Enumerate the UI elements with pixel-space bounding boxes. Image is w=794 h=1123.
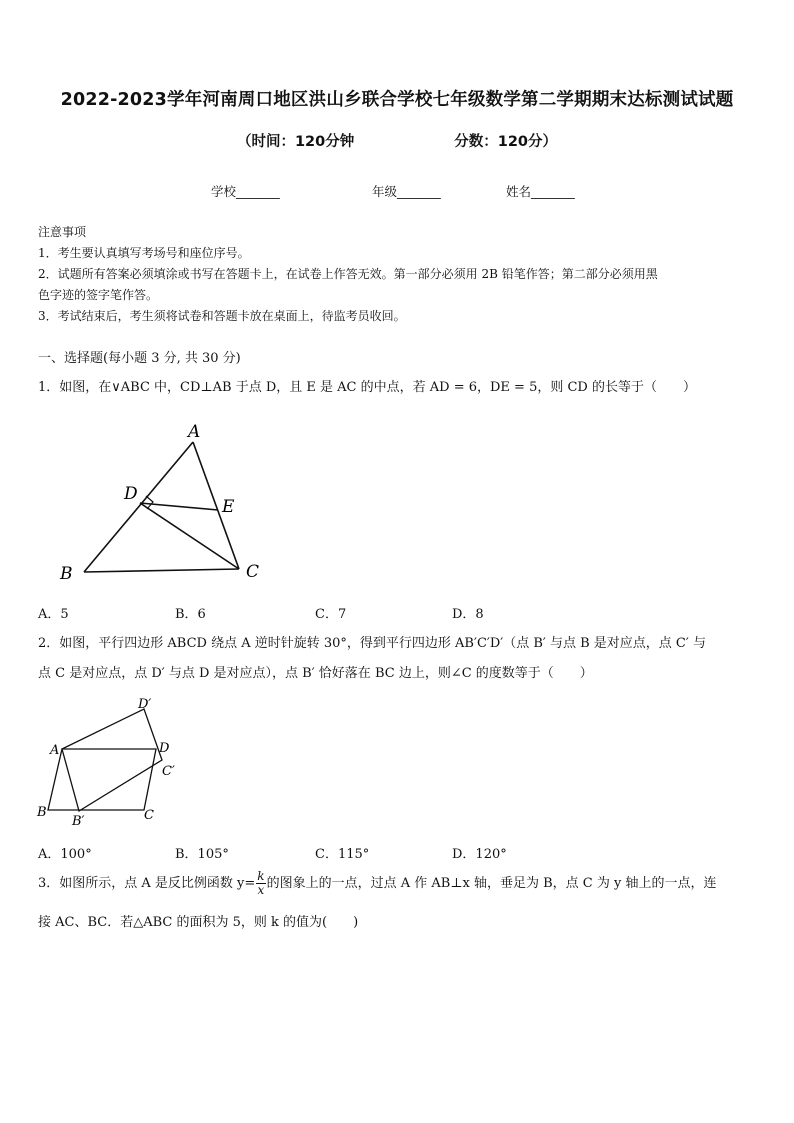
question-2-figure <box>34 694 184 829</box>
question-2-line-1: 2．如图，平行四边形 ABCD 绕点 A 逆时针旋转 30°，得到平行四边形 AB′C′D′（点 B′ 与点 B 是对应点，点 C′ 与 <box>38 636 706 651</box>
question-3-line-1 <box>38 870 760 898</box>
fraction-denominator: x <box>257 883 265 897</box>
option-d[interactable]: D．8 <box>452 607 484 622</box>
question-3-post: 的图象上的一点，过点 A 作 AB⊥x 轴，垂足为 B，点 C 为 y 轴上的一点，连 <box>266 876 717 891</box>
label-b-prime: B′ <box>72 814 85 829</box>
label-b: B <box>60 564 73 584</box>
label-c-prime: C′ <box>162 764 175 779</box>
label-b: B <box>37 805 47 820</box>
option-d[interactable]: D．120° <box>452 847 507 862</box>
label-a: A <box>50 743 60 758</box>
option-c[interactable]: C．7 <box>315 607 347 622</box>
exam-subtitle <box>0 130 794 151</box>
fraction-k-over-x <box>256 870 265 897</box>
notice-item-2-cont: 色字迹的签字笔作答。 <box>38 288 159 302</box>
section-heading: 一、选择题(每小题 3 分, 共 30 分) <box>38 351 241 366</box>
question-3-pre: 3．如图所示，点 A 是反比例函数 y= <box>38 876 256 891</box>
time-label: （时间：120分钟 <box>236 134 355 150</box>
label-d: D <box>159 741 170 756</box>
segment-bc <box>84 569 239 572</box>
question-2-line-2: 点 C 是对应点，点 D′ 与点 D 是对应点），点 B′ 恰好落在 BC 边上，则∠C 的度数等于（ ） <box>38 666 593 681</box>
question-1-figure <box>38 415 278 590</box>
label-d: D <box>124 484 138 504</box>
label-c: C <box>144 808 154 823</box>
question-1-text: 1．如图，在∨ABC 中，CD⊥AB 于点 D，且 E 是 AC 的中点，若 AD = 6，DE = 5，则 CD 的长等于（ ） <box>38 380 696 395</box>
notice-item-3: 3．考试结束后，考生须将试卷和答题卡放在桌面上，待监考员收回。 <box>38 309 406 323</box>
option-b[interactable]: B．6 <box>175 607 206 622</box>
option-a[interactable]: A．5 <box>38 607 69 622</box>
name-field: 姓名_______ <box>506 184 575 199</box>
label-c: C <box>246 562 260 582</box>
option-a[interactable]: A．100° <box>38 847 92 862</box>
fraction-numerator: k <box>257 869 265 883</box>
label-d-prime: D′ <box>138 697 152 712</box>
grade-field: 年级_______ <box>372 184 441 199</box>
question-3-line-2: 接 AC、BC．若△ABC 的面积为 5，则 k 的值为( ) <box>38 915 359 930</box>
option-b[interactable]: B．105° <box>175 847 229 862</box>
notice-item-1: 1．考生要认真填写考场号和座位序号。 <box>38 246 250 260</box>
score-label: 分数：120分） <box>454 134 558 150</box>
label-a: A <box>188 422 201 442</box>
option-c[interactable]: C．115° <box>315 847 370 862</box>
notice-heading: 注意事项 <box>38 225 87 239</box>
exam-title: 2022-2023学年河南周口地区洪山乡联合学校七年级数学第二学期期末达标测试试题 <box>60 90 734 110</box>
school-field: 学校_______ <box>211 184 280 199</box>
notice-item-2: 2．试题所有答案必须填涂或书写在答题卡上，在试卷上作答无效。第一部分必须用 2B 铅笔作答；第二部分必须用黑 <box>38 267 658 281</box>
label-e: E <box>222 497 235 517</box>
